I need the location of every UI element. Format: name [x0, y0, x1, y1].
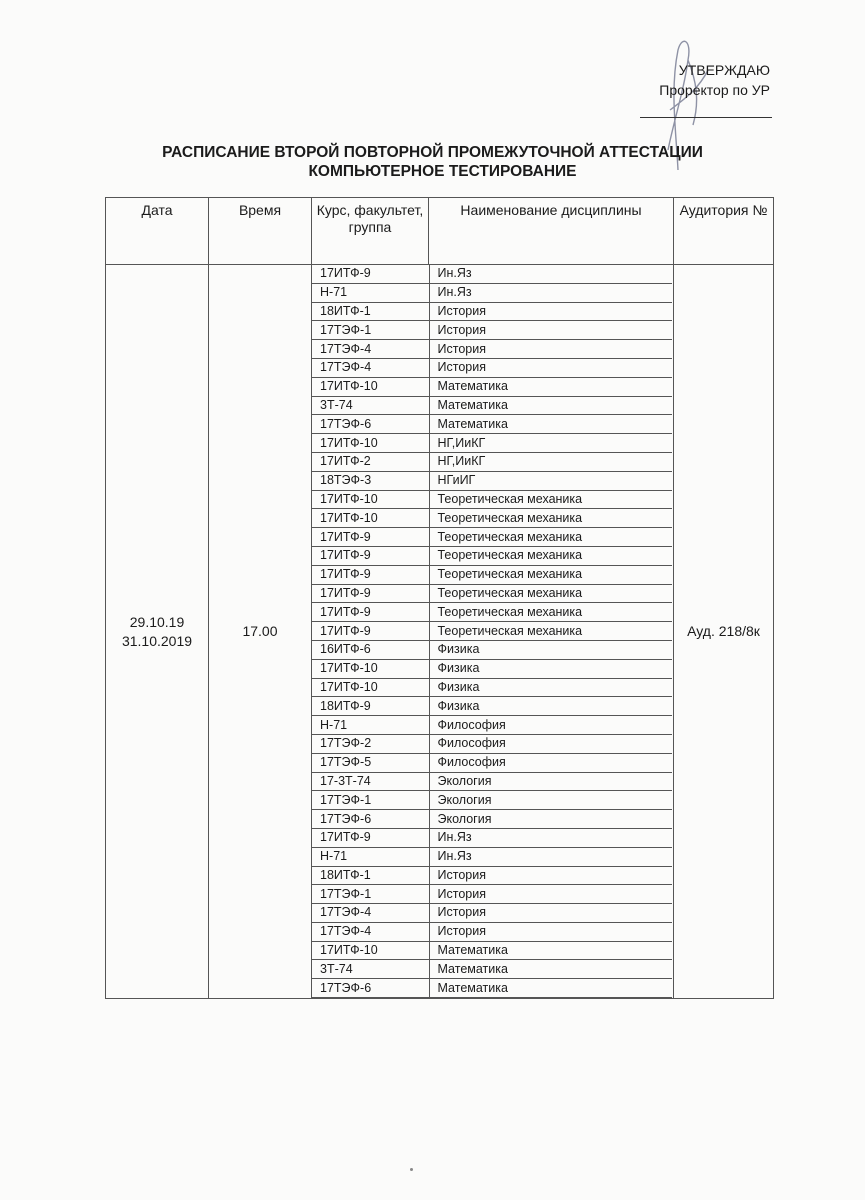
group-cell: Н-71 — [312, 716, 429, 735]
header-row — [106, 198, 774, 265]
subject-cell: Философия — [429, 716, 672, 735]
group-cell: 17ТЭФ-1 — [312, 885, 429, 904]
table-row — [312, 415, 672, 434]
table-row — [312, 377, 672, 396]
approval-block — [659, 60, 770, 100]
group-cell: 16ИТФ-6 — [312, 640, 429, 659]
table-row — [312, 828, 672, 847]
subject-cell: История — [429, 885, 672, 904]
title-line-1: РАСПИСАНИЕ ВТОРОЙ ПОВТОРНОЙ ПРОМЕЖУТОЧНОЙ АТТЕСТАЦИИ — [162, 144, 703, 161]
date-line-2: 31.10.2019 — [121, 632, 193, 649]
table-row — [312, 678, 672, 697]
group-cell: 17ТЭФ-5 — [312, 753, 429, 772]
subject-cell: История — [429, 922, 672, 941]
table-row — [312, 659, 672, 678]
subject-cell: История — [429, 302, 672, 321]
title-line-2: КОМПЬЮТЕРНОЕ ТЕСТИРОВАНИЕ — [308, 163, 577, 180]
group-cell: 17ТЭФ-6 — [312, 979, 429, 998]
group-cell: 17ТЭФ-6 — [312, 415, 429, 434]
page-title — [0, 143, 865, 181]
date-line-1: 29.10.19 — [129, 613, 185, 630]
table-row — [312, 904, 672, 923]
subject-cell: Теоретическая механика — [429, 528, 672, 547]
subject-cell: Математика — [429, 941, 672, 960]
table-row — [312, 847, 672, 866]
table-row — [312, 866, 672, 885]
approval-position: Проректор по УР — [659, 82, 770, 98]
subject-cell: Теоретическая механика — [429, 565, 672, 584]
group-cell: 3Т-74 — [312, 960, 429, 979]
subject-cell: Теоретическая механика — [429, 603, 672, 622]
subject-cell: Ин.Яз — [429, 265, 672, 283]
table-row — [312, 546, 672, 565]
group-cell: Н-71 — [312, 283, 429, 302]
group-cell: 17ТЭФ-6 — [312, 810, 429, 829]
table-row — [312, 528, 672, 547]
signature-line — [640, 117, 772, 118]
subject-cell: История — [429, 321, 672, 340]
subject-cell: Теоретическая механика — [429, 509, 672, 528]
group-cell: 17ИТФ-10 — [312, 509, 429, 528]
subject-cell: Математика — [429, 396, 672, 415]
group-cell: 17ИТФ-10 — [312, 434, 429, 453]
table-row — [312, 791, 672, 810]
group-cell: 17ИТФ-9 — [312, 546, 429, 565]
table-row — [312, 922, 672, 941]
table-row — [312, 434, 672, 453]
table-row — [312, 490, 672, 509]
subject-cell: Философия — [429, 753, 672, 772]
table-row — [312, 716, 672, 735]
table-row — [312, 265, 672, 283]
group-cell: 18ИТФ-1 — [312, 866, 429, 885]
group-cell: 17ИТФ-9 — [312, 265, 429, 283]
table-row — [312, 772, 672, 791]
subject-cell: Ин.Яз — [429, 828, 672, 847]
header-time: Время — [209, 198, 312, 265]
table-row — [312, 810, 672, 829]
group-cell: 18ИТФ-9 — [312, 697, 429, 716]
speck — [410, 1168, 413, 1171]
group-cell: 17ТЭФ-4 — [312, 358, 429, 377]
subject-cell: Ин.Яз — [429, 283, 672, 302]
date-cell — [106, 265, 209, 999]
group-cell: 17ТЭФ-4 — [312, 340, 429, 359]
subject-cell: Математика — [429, 415, 672, 434]
subject-cell: Философия — [429, 734, 672, 753]
subject-cell: Теоретическая механика — [429, 490, 672, 509]
header-subject: Наименование дисциплины — [429, 198, 674, 265]
group-cell: 3Т-74 — [312, 396, 429, 415]
groups-table — [312, 265, 672, 998]
subject-cell: История — [429, 866, 672, 885]
group-cell: 17ИТФ-10 — [312, 490, 429, 509]
table-row — [312, 640, 672, 659]
header-room: Аудитория № — [674, 198, 774, 265]
table-row — [312, 753, 672, 772]
subject-cell: История — [429, 340, 672, 359]
group-cell: 17ИТФ-2 — [312, 452, 429, 471]
group-cell: 17-3Т-74 — [312, 772, 429, 791]
subject-cell: Экология — [429, 810, 672, 829]
group-cell: Н-71 — [312, 847, 429, 866]
table-row — [312, 452, 672, 471]
group-cell: 17ТЭФ-1 — [312, 791, 429, 810]
table-row — [312, 697, 672, 716]
table-row — [312, 358, 672, 377]
subject-cell: История — [429, 358, 672, 377]
group-cell: 17ТЭФ-2 — [312, 734, 429, 753]
subject-cell: Физика — [429, 678, 672, 697]
group-cell: 17ИТФ-10 — [312, 659, 429, 678]
subject-cell: Математика — [429, 377, 672, 396]
table-row — [312, 302, 672, 321]
subject-cell: Теоретическая механика — [429, 584, 672, 603]
subject-cell: Теоретическая механика — [429, 546, 672, 565]
table-row — [312, 979, 672, 998]
table-row — [312, 603, 672, 622]
group-cell: 17ИТФ-9 — [312, 603, 429, 622]
subject-cell: НГ,ИиКГ — [429, 452, 672, 471]
subject-cell: Экология — [429, 772, 672, 791]
table-row — [312, 960, 672, 979]
group-cell: 17ИТФ-10 — [312, 678, 429, 697]
subject-cell: НГиИГ — [429, 471, 672, 490]
subject-cell: Экология — [429, 791, 672, 810]
group-cell: 17ТЭФ-4 — [312, 922, 429, 941]
group-cell: 17ИТФ-10 — [312, 377, 429, 396]
group-cell: 17ИТФ-9 — [312, 622, 429, 641]
table-row — [312, 396, 672, 415]
group-cell: 17ИТФ-9 — [312, 828, 429, 847]
table-row — [312, 941, 672, 960]
table-row — [312, 565, 672, 584]
subject-cell: Математика — [429, 979, 672, 998]
group-cell: 18ИТФ-1 — [312, 302, 429, 321]
subject-cell: Физика — [429, 659, 672, 678]
subject-cell: Математика — [429, 960, 672, 979]
time-cell: 17.00 — [209, 265, 312, 999]
group-cell: 17ИТФ-9 — [312, 584, 429, 603]
group-cell: 18ТЭФ-3 — [312, 471, 429, 490]
group-cell: 17ИТФ-10 — [312, 941, 429, 960]
table-row — [312, 321, 672, 340]
body-row — [106, 265, 774, 999]
subject-cell: Физика — [429, 640, 672, 659]
header-date: Дата — [106, 198, 209, 265]
room-cell: Ауд. 218/8к — [674, 265, 774, 999]
table-row — [312, 509, 672, 528]
group-cell: 17ИТФ-9 — [312, 528, 429, 547]
table-row — [312, 340, 672, 359]
group-cell: 17ТЭФ-4 — [312, 904, 429, 923]
group-cell: 17ИТФ-9 — [312, 565, 429, 584]
table-row — [312, 584, 672, 603]
group-cell: 17ТЭФ-1 — [312, 321, 429, 340]
subject-cell: НГ,ИиКГ — [429, 434, 672, 453]
table-row — [312, 734, 672, 753]
groups-cell — [312, 265, 674, 999]
schedule-table — [105, 197, 774, 999]
subject-cell: Теоретическая механика — [429, 622, 672, 641]
table-row — [312, 283, 672, 302]
subject-cell: Ин.Яз — [429, 847, 672, 866]
table-row — [312, 622, 672, 641]
subject-cell: История — [429, 904, 672, 923]
table-row — [312, 885, 672, 904]
approval-title: УТВЕРЖДАЮ — [678, 62, 770, 78]
header-group: Курс, факультет, группа — [312, 198, 429, 265]
table-row — [312, 471, 672, 490]
subject-cell: Физика — [429, 697, 672, 716]
